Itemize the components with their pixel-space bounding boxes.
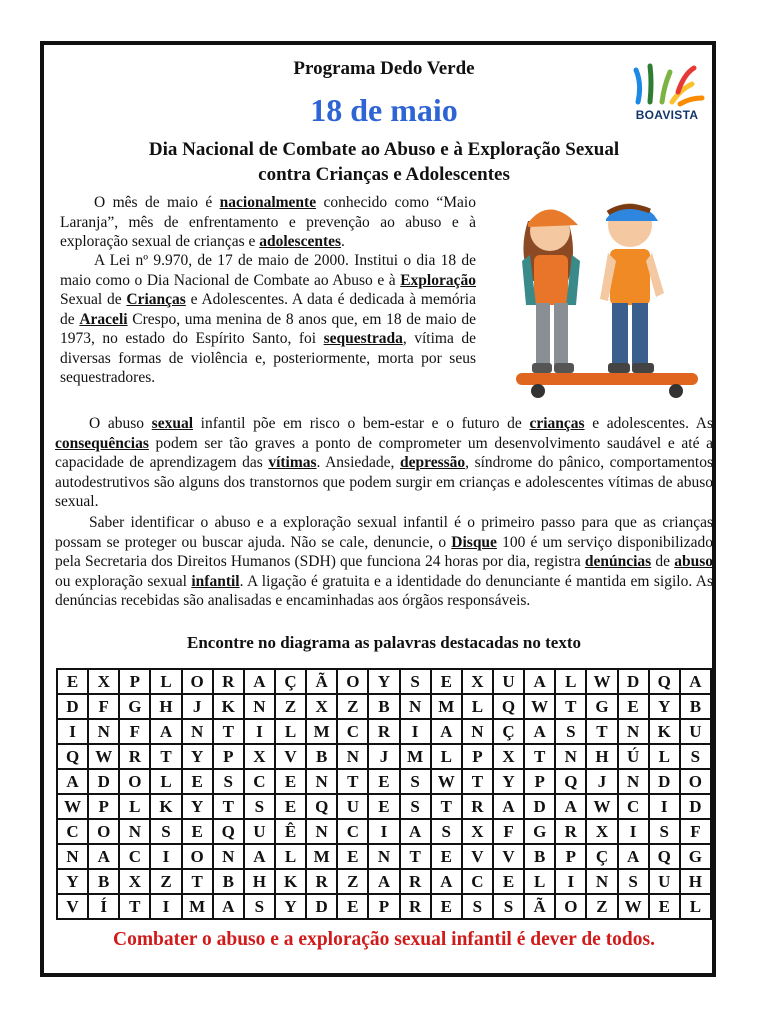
grid-letter-cell: S	[618, 869, 649, 894]
grid-letter-cell: R	[306, 869, 337, 894]
grid-letter-cell: T	[431, 794, 462, 819]
text-segment: de	[651, 553, 675, 570]
grid-letter-cell: J	[368, 744, 399, 769]
grid-letter-cell: E	[182, 769, 213, 794]
grid-letter-cell: L	[649, 744, 680, 769]
grid-letter-cell: R	[555, 819, 586, 844]
grid-letter-cell: P	[88, 794, 119, 819]
grid-letter-cell: A	[400, 819, 431, 844]
skateboard-wheel	[669, 384, 683, 398]
grid-letter-cell: A	[524, 719, 555, 744]
grid-letter-cell: L	[680, 894, 711, 919]
highlighted-word: nacionalmente	[219, 194, 317, 211]
grid-letter-cell: E	[368, 794, 399, 819]
grid-row	[57, 769, 711, 794]
grid-letter-cell: E	[275, 769, 306, 794]
grid-letter-cell: T	[524, 744, 555, 769]
grid-letter-cell: D	[524, 794, 555, 819]
prefeitura-logo	[626, 62, 708, 126]
grid-letter-cell: C	[119, 844, 150, 869]
highlighted-word: sequestrada	[323, 330, 403, 347]
grid-letter-cell: S	[462, 894, 493, 919]
grid-letter-cell: A	[493, 794, 524, 819]
grid-letter-cell: W	[524, 694, 555, 719]
grid-letter-cell: N	[400, 694, 431, 719]
grid-letter-cell: H	[150, 694, 181, 719]
grid-letter-cell: Ê	[275, 819, 306, 844]
grid-letter-cell: E	[368, 769, 399, 794]
highlighted-word: adolescentes	[259, 233, 342, 250]
grid-letter-cell: Y	[493, 769, 524, 794]
grid-letter-cell: E	[431, 844, 462, 869]
grid-letter-cell: Q	[649, 669, 680, 694]
subtitle-line-1: Dia Nacional de Combate ao Abuso e à Exploração Sexual	[148, 139, 620, 160]
text-segment: 100 é um serviço disponibilizado pela Secretaria dos Direitos Humanos (SDH) que funciona 24 horas por dia, registra	[55, 533, 713, 570]
grid-letter-cell: U	[493, 669, 524, 694]
grid-letter-cell: N	[119, 819, 150, 844]
grid-letter-cell: M	[431, 694, 462, 719]
grid-letter-cell: O	[182, 844, 213, 869]
grid-letter-cell: S	[431, 819, 462, 844]
grid-letter-cell: N	[57, 844, 88, 869]
grid-letter-cell: X	[119, 869, 150, 894]
grid-letter-cell: Ç	[586, 844, 617, 869]
grid-letter-cell: I	[150, 844, 181, 869]
grid-letter-cell: F	[119, 719, 150, 744]
grid-letter-cell: S	[680, 744, 711, 769]
grid-row	[57, 794, 711, 819]
grid-letter-cell: L	[119, 794, 150, 819]
grid-letter-cell: B	[213, 869, 244, 894]
page-subtitle	[60, 137, 708, 187]
grid-letter-cell: K	[150, 794, 181, 819]
grid-letter-cell: L	[462, 694, 493, 719]
grid-letter-cell: L	[150, 769, 181, 794]
grid-letter-cell: S	[150, 819, 181, 844]
grid-letter-cell: B	[680, 694, 711, 719]
grid-letter-cell: X	[462, 819, 493, 844]
grid-letter-cell: P	[119, 669, 150, 694]
grid-letter-cell: J	[586, 769, 617, 794]
grid-letter-cell: E	[337, 894, 368, 919]
grid-letter-cell: W	[431, 769, 462, 794]
grid-letter-cell: X	[462, 669, 493, 694]
grid-letter-cell: K	[275, 869, 306, 894]
word-search-grid	[56, 668, 712, 920]
grid-letter-cell: W	[618, 894, 649, 919]
grid-letter-cell: Z	[337, 869, 368, 894]
grid-letter-cell: A	[213, 894, 244, 919]
highlighted-word: consequências	[55, 434, 149, 452]
text-segment: O abuso	[89, 415, 152, 432]
text-segment: A Lei nº 9.970, de 17 de maio de 2000. Institui o dia 18 de maio como o Dia Nacional de Combate ao Abuso e à	[60, 252, 476, 289]
grid-letter-cell: D	[306, 894, 337, 919]
grid-letter-cell: V	[462, 844, 493, 869]
grid-letter-cell: A	[431, 869, 462, 894]
grid-letter-cell: L	[275, 844, 306, 869]
grid-letter-cell: Í	[88, 894, 119, 919]
text-segment: , síndrome do pânico, comportamentos autodestrutivos são alguns dos transtornos que podem surgir em crianças e adolescentes vítimas de abuso sexual.	[55, 454, 713, 510]
grid-letter-cell: E	[493, 869, 524, 894]
highlighted-word: Exploração	[400, 271, 476, 289]
grid-letter-cell: S	[555, 719, 586, 744]
grid-letter-cell: Q	[493, 694, 524, 719]
grid-letter-cell: R	[462, 794, 493, 819]
grid-letter-cell: P	[555, 844, 586, 869]
grid-letter-cell: A	[680, 669, 711, 694]
text-segment: , vítima de diversas formas de violência e, posteriormente, morta por seus sequestradores.	[60, 330, 476, 386]
grid-letter-cell: S	[400, 794, 431, 819]
grid-letter-cell: R	[213, 669, 244, 694]
grid-letter-cell: A	[57, 769, 88, 794]
grid-letter-cell: E	[57, 669, 88, 694]
grid-letter-cell: X	[88, 669, 119, 694]
text-segment: .	[341, 233, 345, 250]
boy-figure	[600, 203, 664, 373]
text-segment: Sexual de	[60, 291, 127, 308]
grid-letter-cell: A	[524, 669, 555, 694]
grid-letter-cell: A	[244, 844, 275, 869]
grid-letter-cell: M	[306, 844, 337, 869]
grid-letter-cell: K	[649, 719, 680, 744]
footer-message: Combater o abuso e a exploração sexual infantil é dever de todos.	[112, 929, 655, 950]
grid-letter-cell: Ú	[618, 744, 649, 769]
grid-letter-cell: N	[555, 744, 586, 769]
grid-letter-cell: I	[555, 869, 586, 894]
grid-letter-cell: Z	[586, 894, 617, 919]
grid-letter-cell: G	[680, 844, 711, 869]
grid-letter-cell: G	[119, 694, 150, 719]
grid-letter-cell: I	[618, 819, 649, 844]
grid-letter-cell: T	[213, 719, 244, 744]
grid-letter-cell: I	[649, 794, 680, 819]
grid-letter-cell: C	[57, 819, 88, 844]
grid-letter-cell: D	[618, 669, 649, 694]
highlighted-word: vítimas	[268, 454, 317, 471]
grid-letter-cell: X	[306, 694, 337, 719]
grid-letter-cell: W	[586, 669, 617, 694]
grid-letter-cell: N	[618, 769, 649, 794]
grid-letter-cell: E	[337, 844, 368, 869]
grid-letter-cell: Ç	[275, 669, 306, 694]
text-segment: conhecido como “Maio Laranja”, mês de enfrentamento e prevenção ao abuso e à exploração sexual de crianças e	[60, 194, 476, 250]
grid-letter-cell: Y	[368, 669, 399, 694]
grid-letter-cell: N	[586, 869, 617, 894]
grid-letter-cell: I	[368, 819, 399, 844]
grid-letter-cell: A	[244, 669, 275, 694]
grid-letter-cell: Y	[649, 694, 680, 719]
grid-letter-cell: N	[213, 844, 244, 869]
grid-letter-cell: R	[119, 744, 150, 769]
text-segment: e adolescentes. As	[584, 415, 713, 432]
text-segment: Saber identificar o abuso e a exploração sexual infantil é o primeiro passo para que as crianças possam se proteger ou buscar ajuda. Não se cale, denuncie, o	[55, 514, 713, 551]
grid-letter-cell: X	[493, 744, 524, 769]
grid-letter-cell: P	[368, 894, 399, 919]
grid-letter-cell: T	[213, 794, 244, 819]
grid-letter-cell: Q	[213, 819, 244, 844]
grid-letter-cell: Z	[150, 869, 181, 894]
grid-letter-cell: N	[182, 719, 213, 744]
grid-letter-cell: U	[649, 869, 680, 894]
grid-letter-cell: U	[680, 719, 711, 744]
text-segment: . A ligação é gratuita e a identidade do denunciante é mantida em sigilo. As denúncias recebidas são analisadas e encaminhadas aos órgãos responsáveis.	[55, 572, 713, 609]
grid-letter-cell: W	[586, 794, 617, 819]
highlighted-word: abuso	[674, 553, 713, 570]
highlighted-word: Araceli	[79, 310, 128, 328]
puzzle-instruction: Encontre no diagrama as palavras destacadas no texto	[187, 633, 581, 652]
program-title: Programa Dedo Verde	[293, 58, 475, 79]
grid-row	[57, 894, 711, 919]
paragraph-abuso-infantil	[55, 414, 713, 512]
grid-letter-cell: Y	[182, 794, 213, 819]
grid-letter-cell: A	[431, 719, 462, 744]
grid-letter-cell: L	[275, 719, 306, 744]
page-date-heading: 18 de maio	[310, 92, 458, 128]
skateboard-wheel	[531, 384, 545, 398]
grid-row	[57, 869, 711, 894]
paragraph-disque-100	[55, 513, 713, 611]
grid-letter-cell: Ç	[493, 719, 524, 744]
kids-skateboard-illustration	[508, 181, 706, 405]
paragraph-maio-laranja	[60, 193, 476, 252]
highlighted-word: Disque	[451, 533, 497, 551]
grid-letter-cell: N	[618, 719, 649, 744]
grid-letter-cell: I	[400, 719, 431, 744]
grid-letter-cell: E	[618, 694, 649, 719]
grid-letter-cell: E	[182, 819, 213, 844]
grid-letter-cell: A	[150, 719, 181, 744]
grid-letter-cell: M	[306, 719, 337, 744]
grid-letter-cell: W	[57, 794, 88, 819]
text-segment: e Adolescentes. A data é dedicada à memória de	[60, 291, 476, 328]
grid-letter-cell: A	[555, 794, 586, 819]
grid-letter-cell: S	[649, 819, 680, 844]
grid-letter-cell: Z	[275, 694, 306, 719]
grid-letter-cell: Z	[337, 694, 368, 719]
grid-letter-cell: A	[368, 869, 399, 894]
grid-letter-cell: T	[337, 769, 368, 794]
grid-letter-cell: L	[431, 744, 462, 769]
grid-letter-cell: O	[680, 769, 711, 794]
grid-letter-cell: P	[462, 744, 493, 769]
grid-letter-cell: Ã	[306, 669, 337, 694]
grid-letter-cell: S	[244, 794, 275, 819]
grid-letter-cell: G	[524, 819, 555, 844]
grid-letter-cell: D	[88, 769, 119, 794]
grid-row	[57, 669, 711, 694]
grid-letter-cell: B	[88, 869, 119, 894]
grid-letter-cell: N	[244, 694, 275, 719]
grid-letter-cell: L	[150, 669, 181, 694]
grid-letter-cell: S	[400, 769, 431, 794]
grid-letter-cell: T	[182, 869, 213, 894]
highlighted-word: sexual	[151, 415, 194, 432]
highlighted-word: denúncias	[584, 553, 652, 570]
text-segment: Crespo, uma menina de 8 anos que, em 18 de maio de 1973, no estado do Espírito Santo, foi	[60, 310, 476, 347]
grid-letter-cell: A	[618, 844, 649, 869]
grid-letter-cell: N	[306, 819, 337, 844]
grid-letter-cell: V	[275, 744, 306, 769]
grid-letter-cell: I	[57, 719, 88, 744]
grid-letter-cell: Q	[649, 844, 680, 869]
grid-letter-cell: C	[462, 869, 493, 894]
grid-letter-cell: H	[586, 744, 617, 769]
paragraph-lei	[60, 251, 476, 388]
grid-letter-cell: J	[182, 694, 213, 719]
grid-letter-cell: N	[306, 769, 337, 794]
highlighted-word: depressão	[399, 454, 466, 471]
grid-letter-cell: N	[88, 719, 119, 744]
subtitle-line-2: contra Crianças e Adolescentes	[258, 164, 510, 185]
grid-letter-cell: N	[462, 719, 493, 744]
grid-letter-cell: O	[88, 819, 119, 844]
text-segment: O mês de maio é	[94, 194, 220, 211]
grid-letter-cell: Ã	[524, 894, 555, 919]
grid-letter-cell: P	[213, 744, 244, 769]
grid-letter-cell: O	[337, 669, 368, 694]
grid-letter-cell: T	[119, 894, 150, 919]
grid-letter-cell: O	[119, 769, 150, 794]
grid-letter-cell: Y	[57, 869, 88, 894]
grid-row	[57, 719, 711, 744]
grid-letter-cell: D	[649, 769, 680, 794]
grid-letter-cell: H	[680, 869, 711, 894]
grid-letter-cell: T	[462, 769, 493, 794]
grid-letter-cell: T	[586, 719, 617, 744]
grid-letter-cell: B	[524, 844, 555, 869]
grid-letter-cell: O	[555, 894, 586, 919]
grid-letter-cell: S	[493, 894, 524, 919]
grid-letter-cell: G	[586, 694, 617, 719]
grid-letter-cell: L	[555, 669, 586, 694]
grid-letter-cell: F	[493, 819, 524, 844]
grid-letter-cell: L	[524, 869, 555, 894]
grid-letter-cell: E	[431, 894, 462, 919]
grid-letter-cell: X	[586, 819, 617, 844]
grid-letter-cell: N	[337, 744, 368, 769]
grid-letter-cell: D	[680, 794, 711, 819]
grid-row	[57, 819, 711, 844]
grid-letter-cell: K	[213, 694, 244, 719]
text-segment: ou exploração sexual	[55, 572, 192, 590]
grid-letter-cell: B	[306, 744, 337, 769]
grid-letter-cell: N	[368, 844, 399, 869]
grid-letter-cell: R	[400, 869, 431, 894]
grid-letter-cell: Y	[275, 894, 306, 919]
grid-letter-cell: C	[337, 819, 368, 844]
grid-letter-cell: P	[524, 769, 555, 794]
logo-rays-icon	[626, 62, 708, 108]
grid-letter-cell: F	[88, 694, 119, 719]
grid-letter-cell: H	[244, 869, 275, 894]
grid-letter-cell: T	[555, 694, 586, 719]
grid-row	[57, 744, 711, 769]
grid-letter-cell: W	[88, 744, 119, 769]
grid-letter-cell: T	[150, 744, 181, 769]
grid-letter-cell: R	[400, 894, 431, 919]
grid-letter-cell: M	[400, 744, 431, 769]
highlighted-word: crianças	[529, 415, 585, 432]
grid-letter-cell: C	[244, 769, 275, 794]
grid-letter-cell: C	[618, 794, 649, 819]
grid-letter-cell: T	[400, 844, 431, 869]
grid-letter-cell: I	[244, 719, 275, 744]
grid-letter-cell: U	[244, 819, 275, 844]
grid-letter-cell: Q	[555, 769, 586, 794]
grid-letter-cell: R	[368, 719, 399, 744]
grid-letter-cell: A	[88, 844, 119, 869]
grid-letter-cell: D	[57, 694, 88, 719]
text-segment: . Ansiedade,	[316, 454, 400, 471]
grid-letter-cell: S	[213, 769, 244, 794]
grid-letter-cell: U	[337, 794, 368, 819]
grid-letter-cell: B	[368, 694, 399, 719]
text-segment: podem ser tão graves a ponto de comprometer um desenvolvimento saudável e até a capacidade de aprendizagem das	[55, 434, 713, 471]
grid-letter-cell: E	[275, 794, 306, 819]
skateboard-deck	[516, 373, 698, 385]
grid-letter-cell: C	[337, 719, 368, 744]
grid-letter-cell: S	[244, 894, 275, 919]
grid-letter-cell: Q	[57, 744, 88, 769]
highlighted-word: infantil	[191, 572, 240, 590]
grid-letter-cell: F	[680, 819, 711, 844]
logo-name: BOAVISTA	[635, 108, 699, 122]
grid-letter-cell: E	[649, 894, 680, 919]
grid-letter-cell: X	[244, 744, 275, 769]
grid-letter-cell: V	[57, 894, 88, 919]
grid-row	[57, 694, 711, 719]
grid-letter-cell: Q	[306, 794, 337, 819]
grid-row	[57, 844, 711, 869]
text-segment: infantil põe em risco o bem-estar e o futuro de	[193, 415, 530, 432]
grid-letter-cell: S	[400, 669, 431, 694]
grid-letter-cell: E	[431, 669, 462, 694]
grid-letter-cell: V	[493, 844, 524, 869]
grid-letter-cell: I	[150, 894, 181, 919]
girl-figure	[522, 209, 580, 373]
grid-letter-cell: Y	[182, 744, 213, 769]
grid-letter-cell: O	[182, 669, 213, 694]
highlighted-word: Crianças	[126, 291, 186, 308]
grid-letter-cell: M	[182, 894, 213, 919]
